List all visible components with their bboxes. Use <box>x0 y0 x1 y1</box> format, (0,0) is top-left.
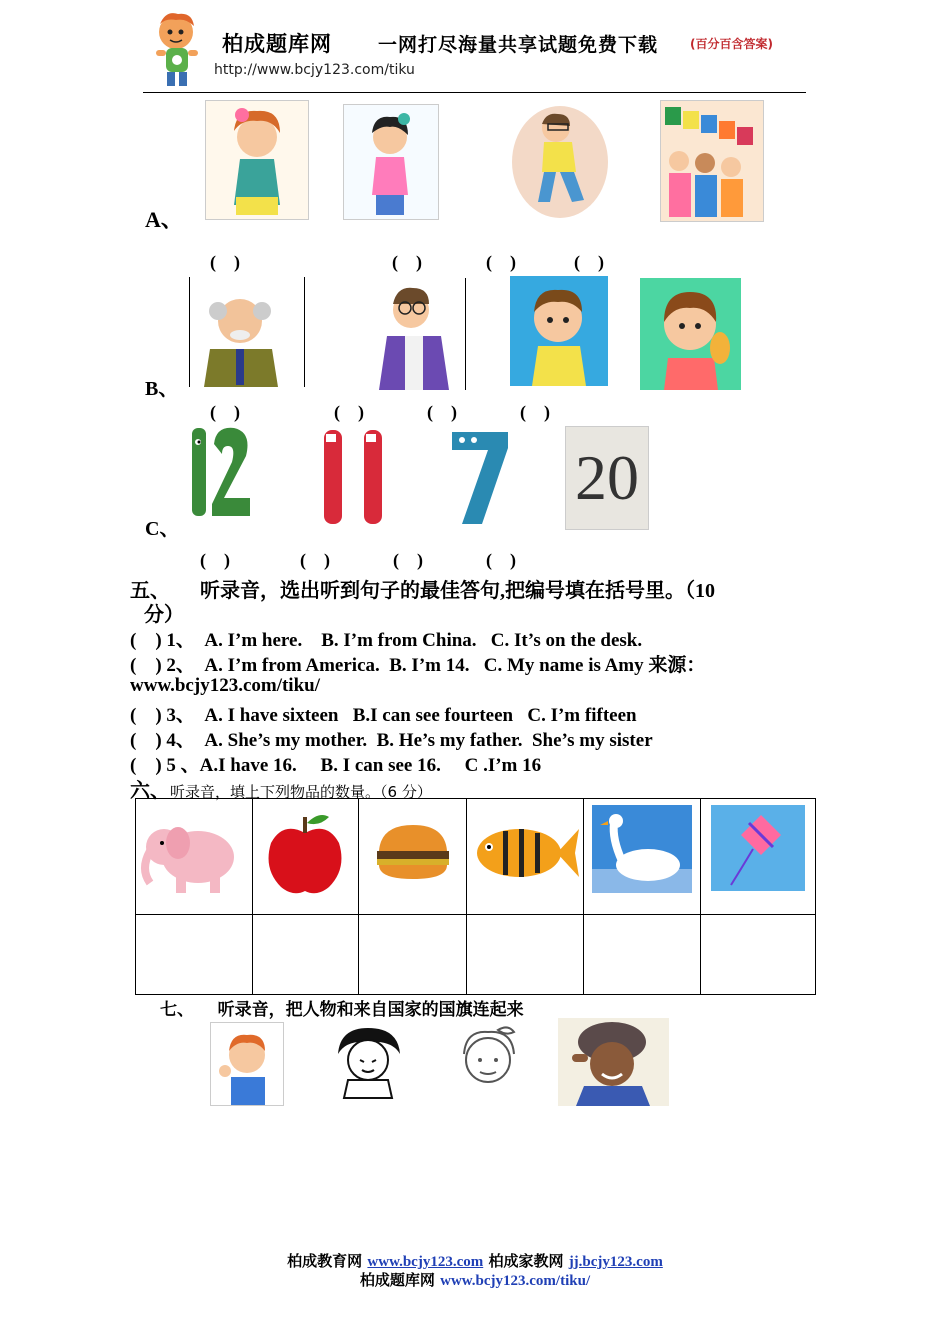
apple-icon <box>253 799 358 909</box>
number-20-text: 20 <box>575 442 639 513</box>
footer-label-1: 柏成教育网 <box>287 1252 368 1270</box>
answer-cell-fish[interactable] <box>467 915 584 995</box>
footer-link-tutor[interactable]: jj.bcjy123.com <box>568 1254 663 1270</box>
section-5-title: 五、 听录音，选出听到句子的最佳答句,把编号填在括号里。（10 <box>130 580 715 602</box>
children-alphabet-picture-a4 <box>660 100 764 222</box>
question-2-source-url[interactable]: www.bcjy123.com/tiku/ <box>130 675 320 696</box>
answer-blank-b1[interactable]: ( ) <box>210 402 240 422</box>
kite-icon <box>701 799 815 909</box>
answer-cell-kite[interactable] <box>701 915 816 995</box>
person-picture-2 <box>330 1024 408 1100</box>
elephant-icon <box>136 799 252 909</box>
footer-link-tiku[interactable]: www.bcjy123.com/tiku/ <box>440 1273 591 1289</box>
mascot-logo <box>148 10 208 92</box>
question-1: ( ) 1、 A. I’m here. B. I’m from China. C. It’s on the desk. <box>130 630 643 651</box>
answer-cell-hamburger[interactable] <box>359 915 467 995</box>
footer-line-1 <box>0 1250 950 1271</box>
row-c-label: C、 <box>145 518 180 540</box>
cell-hamburger <box>359 799 467 915</box>
grandpa-picture-b1 <box>189 277 305 387</box>
answer-blank-b3[interactable]: ( ) <box>427 402 457 422</box>
number-12-picture <box>190 424 254 520</box>
man-picture-b2 <box>365 278 466 390</box>
header-url[interactable]: http://www.bcjy123.com/tiku <box>214 62 415 78</box>
question-4: ( ) 4、 A. She’s my mother. B. He’s my father. She’s my sister <box>130 730 653 751</box>
boy-picture-a3 <box>510 102 610 220</box>
hamburger-icon <box>359 799 466 909</box>
brand-name: 柏成题库网 <box>222 31 332 56</box>
answer-blank-b2[interactable]: ( ) <box>334 402 364 422</box>
footer-line-2 <box>0 1269 950 1290</box>
answer-blank-c3[interactable]: ( ) <box>393 550 423 570</box>
answer-blank-c4[interactable]: ( ) <box>486 550 516 570</box>
section-6-number: 六、 <box>130 780 170 802</box>
answer-cell-elephant[interactable] <box>136 915 253 995</box>
boy-picture-b3 <box>510 276 608 386</box>
girl-picture-a2 <box>343 104 439 220</box>
brand-slogan: 一网打尽海量共享试题免费下载 <box>378 34 659 56</box>
cell-fish <box>467 799 584 915</box>
person-picture-4 <box>558 1018 669 1106</box>
footer-label-2: 柏成家教网 <box>483 1252 569 1270</box>
cell-goose <box>584 799 701 915</box>
person-picture-3 <box>448 1022 530 1102</box>
row-a-label: A、 <box>145 207 183 232</box>
answer-blank-b4[interactable]: ( ) <box>520 402 550 422</box>
answer-blank-a3[interactable]: ( ) <box>486 252 516 272</box>
section-7-title: 七、 听录音，把人物和来自国家的国旗连起来 <box>160 1000 524 1020</box>
answer-blank-a1[interactable]: ( ) <box>210 252 240 272</box>
question-3: ( ) 3、 A. I have sixteen B.I can see fourteen C. I’m fifteen <box>130 705 637 726</box>
quantity-table <box>135 798 816 995</box>
footer-label-3: 柏成题库网 <box>359 1271 441 1289</box>
footer-link-main[interactable]: www.bcjy123.com <box>367 1254 484 1270</box>
answer-cell-apple[interactable] <box>253 915 359 995</box>
table-row-pictures <box>136 799 816 915</box>
number-20-picture <box>565 426 649 530</box>
answer-badge: (百分百含答案) <box>690 37 773 51</box>
cell-elephant <box>136 799 253 915</box>
header-divider <box>143 92 806 93</box>
answer-blank-a4[interactable]: ( ) <box>574 252 604 272</box>
goose-icon <box>584 799 700 909</box>
answer-blank-a2[interactable]: ( ) <box>392 252 422 272</box>
section-5-title-cont: 分） <box>144 604 184 626</box>
section-6-title: 听录音，填上下列物品的数量。（6 分） <box>170 783 432 801</box>
girl-picture-a1 <box>205 100 309 220</box>
fish-icon <box>467 799 583 909</box>
cell-apple <box>253 799 359 915</box>
question-2: ( ) 2、 A. I’m from America. B. I’m 14. C. My name is Amy 来源： <box>130 655 706 676</box>
question-5: ( ) 5 、A.I have 16. B. I can see 16. C .I’m 16 <box>130 755 542 776</box>
person-picture-1 <box>210 1022 284 1106</box>
answer-blank-c2[interactable]: ( ) <box>300 550 330 570</box>
row-b-label: B、 <box>145 378 179 400</box>
number-11-picture <box>318 426 396 526</box>
answer-cell-goose[interactable] <box>584 915 701 995</box>
girl-picture-b4 <box>640 278 741 390</box>
table-row-answers <box>136 915 816 995</box>
cell-kite <box>701 799 816 915</box>
answer-blank-c1[interactable]: ( ) <box>200 550 230 570</box>
number-7-picture <box>448 426 512 528</box>
